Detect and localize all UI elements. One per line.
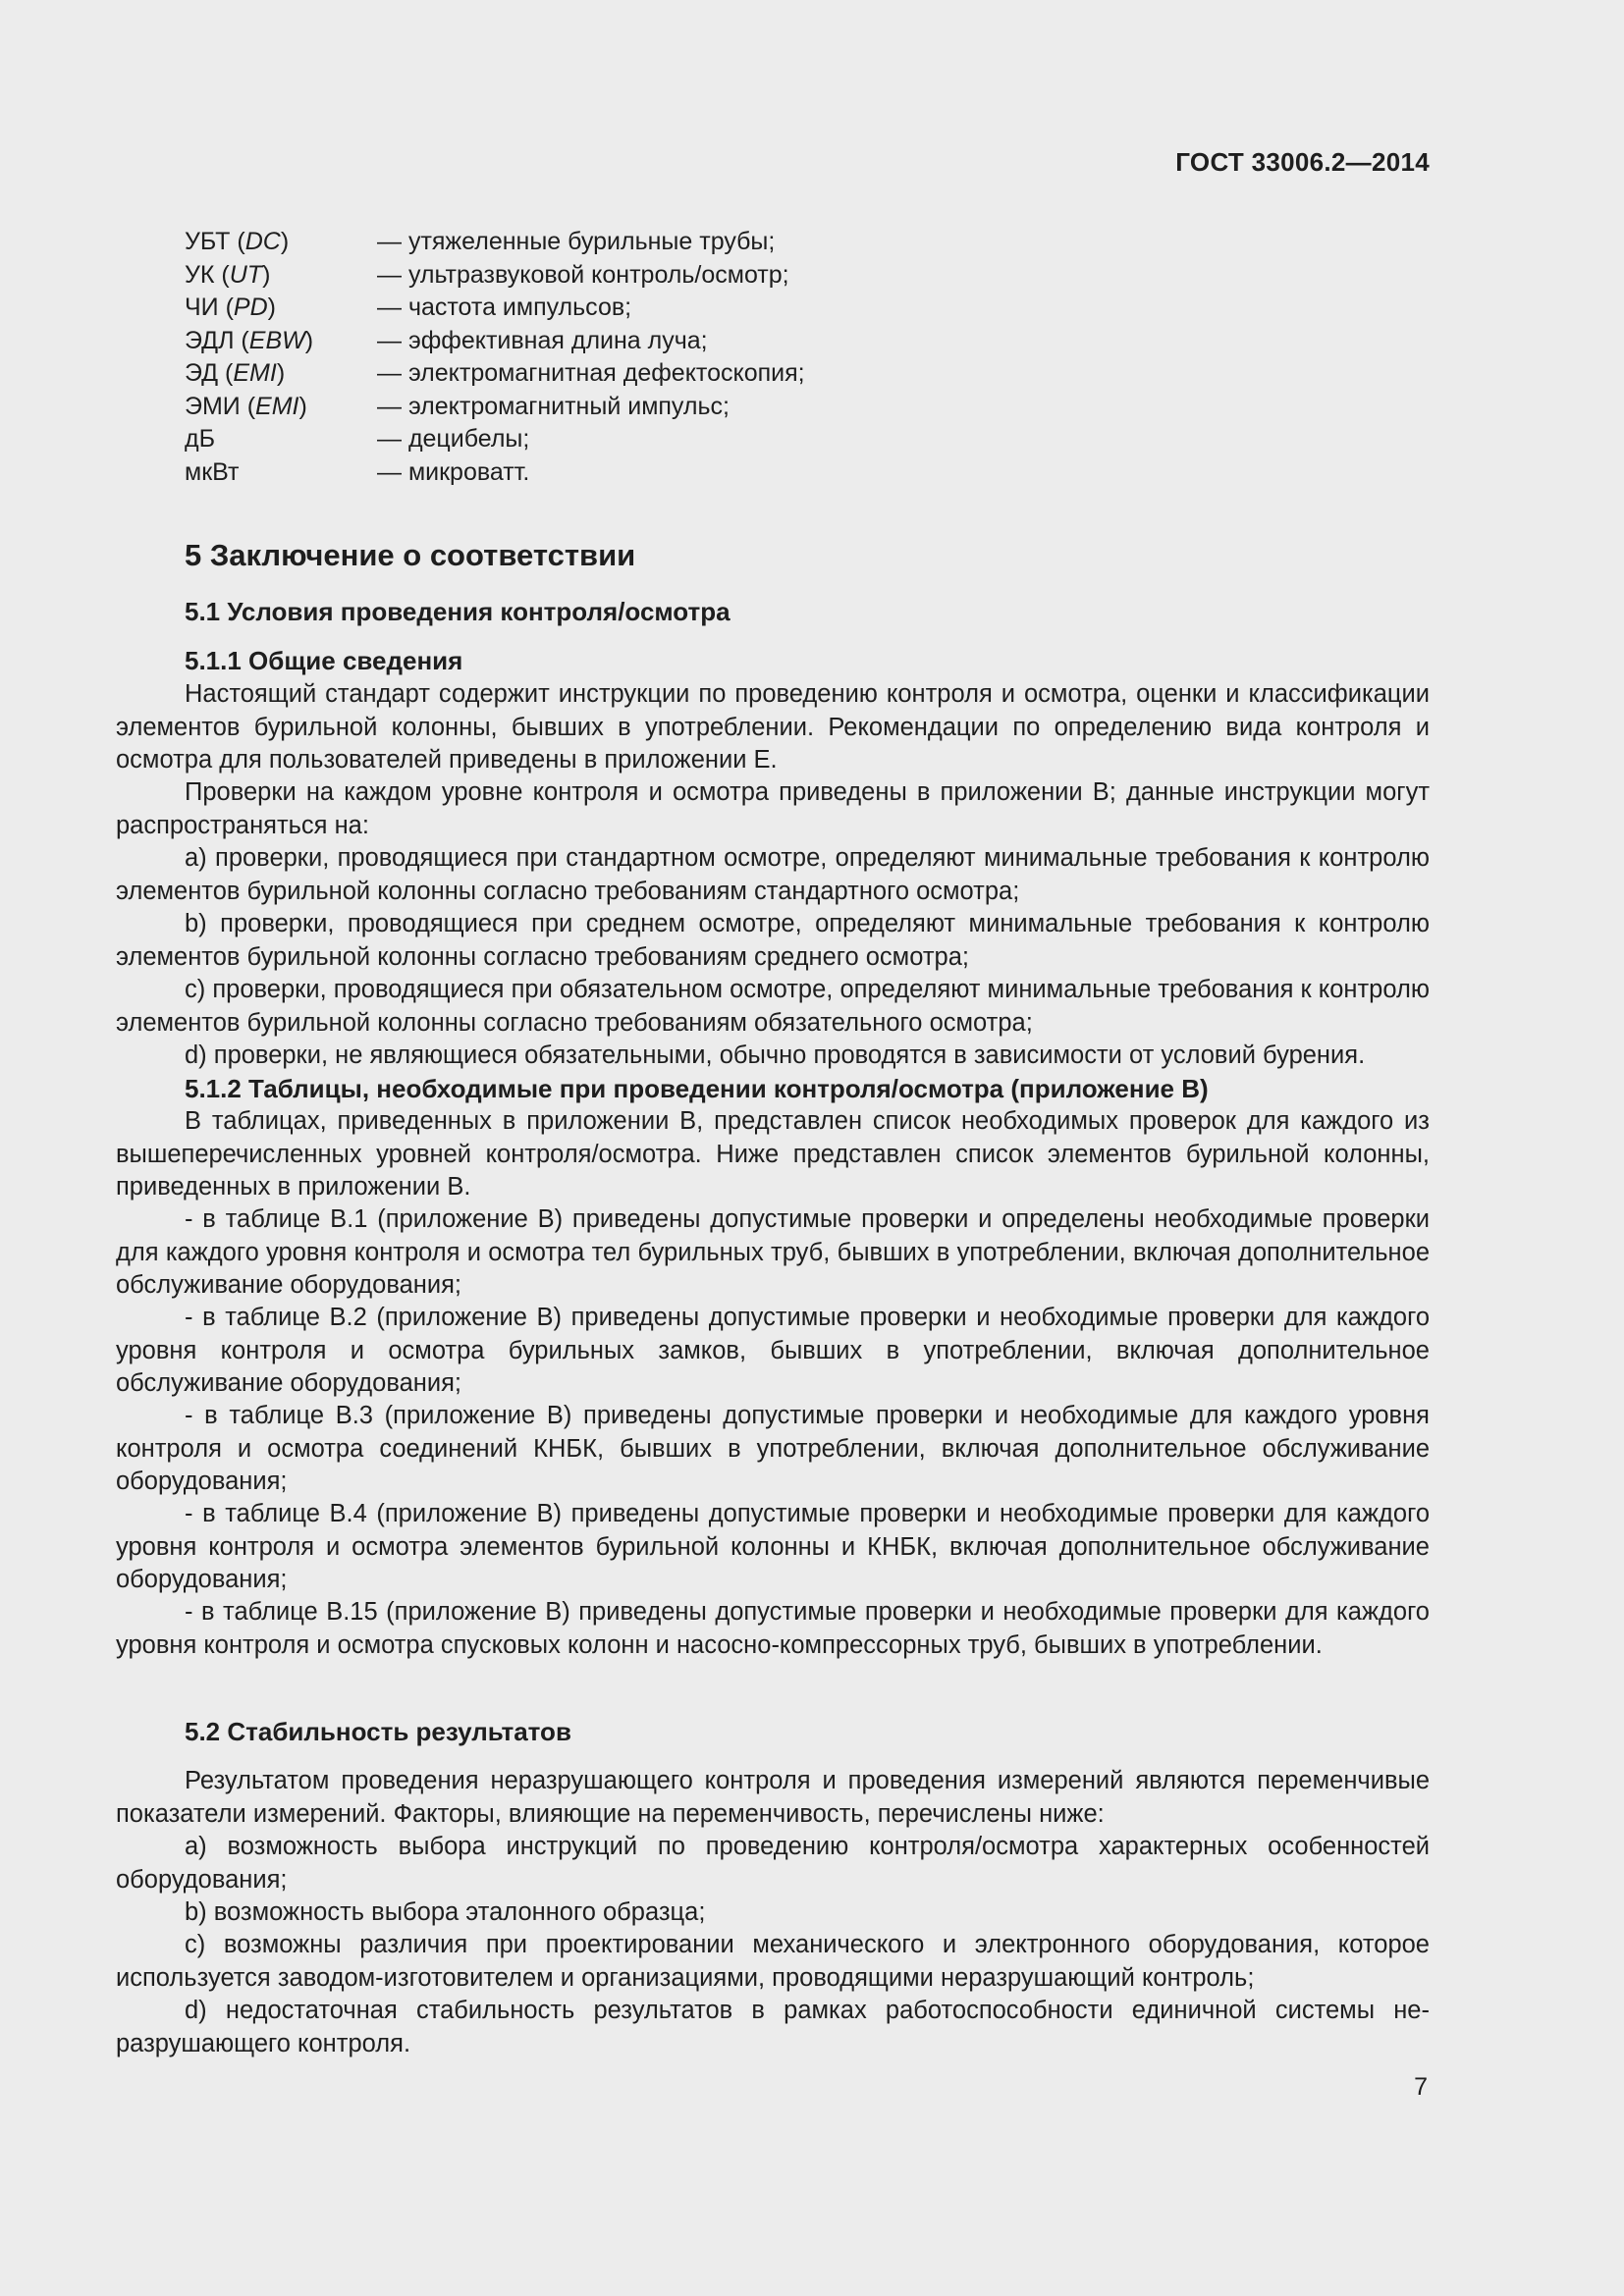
abbreviation-term: мкВт [185, 457, 240, 486]
list-item: b) возможность выбора эталонного образца; [185, 1898, 706, 1926]
abbreviation-row: ЧИ (PD) — частота импульсов; [185, 292, 970, 325]
list-item: d) проверки, не являющиеся обязательными, обычно проводятся в зависимости от условий бурения. [185, 1041, 1366, 1069]
abbreviation-definition: — ультразвуковой контроль/осмотр; [377, 260, 789, 289]
abbreviation-row: УК (UT) — ультразвуковой контроль/осмотр; [185, 259, 970, 293]
abbreviation-term: УБТ [185, 228, 231, 255]
abbreviation-term: ЭМИ [185, 392, 241, 420]
list-item: d) недостаточная стабильность результатов в рамках работоспособности единичной системы неразрушающего контроля. [116, 1997, 1430, 2057]
abbreviation-row: ЭД (EMI) — электромагнитная дефектоскопия; [185, 357, 970, 391]
section-5-1-2-heading: 5.1.2 Таблицы, необходимые при проведении контроля/осмотра (приложение В) [185, 1074, 1209, 1103]
page-number: 7 [1414, 2073, 1428, 2101]
list-item: - в таблице В.4 (приложение В) приведены допустимые проверки и необходимые проверки для каждого уровня контроля и осмотра элементов бурильной колонны и КНБК, включая дополнительное обслуживание оборудования; [116, 1500, 1430, 1593]
document-header: ГОСТ 33006.2—2014 [1175, 147, 1430, 177]
abbreviation-term: УК [185, 260, 215, 289]
paragraph: Настоящий стандарт содержит инструкции по проведению контроля и осмотра, оценки и классификации элементов бурильной колонны, бывших в употреблении. Рекомендации по определению вида контроля и осмотра для пользователей приведены в приложении Е. [116, 680, 1430, 774]
abbreviation-latin: EMI [233, 359, 277, 387]
paragraph: Результатом проведения неразрушающего контроля и проведения измерений являются переменчивые показатели измерений. Факторы, влияющие на переменчивость, перечислены ниже: [116, 1767, 1430, 1828]
paragraph: Проверки на каждом уровне контроля и осмотра приведены в приложении В; данные инструкции могут распространяться на: [116, 778, 1430, 839]
abbreviations-list [185, 226, 970, 489]
section-5-heading: 5 Заключение о соответствии [185, 538, 636, 572]
abbreviation-latin: EMI [255, 392, 299, 420]
abbreviation-term: ЭДЛ [185, 326, 235, 354]
abbreviation-row [185, 456, 970, 490]
abbreviation-row [185, 423, 970, 456]
abbreviation-term: дБ [185, 425, 215, 453]
list-item: c) возможны различия при проектировании механического и электронного оборудования, которое используется заводом-изготовителем и организациями, проводящими неразрушающий контроль; [116, 1931, 1430, 1992]
list-item: - в таблице В.1 (приложение В) приведены допустимые проверки и определены необходимые проверки для каждого уровня контроля и осмотра тел бурильных труб, бывших в употреблении, включая дополнительное обслуживание оборудования; [116, 1205, 1430, 1299]
section-5-1-1-heading: 5.1.1 Общие сведения [185, 646, 463, 675]
abbreviation-row: ЭДЛ (EBW) — эффективная длина луча; [185, 325, 970, 358]
abbreviation-term: ЧИ [185, 294, 219, 321]
abbreviation-term: ЭД [185, 359, 219, 387]
abbreviation-definition: — утяжеленные бурильные трубы; [377, 228, 776, 255]
abbreviation-definition: — эффективная длина луча; [377, 326, 708, 354]
abbreviation-definition: — электромагнитный импульс; [377, 392, 730, 420]
list-item: - в таблице В.15 (приложение В) приведены допустимые проверки и необходимые проверки для каждого уровня контроля и осмотра спусковых колонн и насосно-компрессорных труб, бывших в употреблении. [116, 1598, 1430, 1659]
abbreviation-definition: — электромагнитная дефектоскопия; [377, 359, 805, 387]
abbreviation-row: ЭМИ (EMI) — электромагнитный импульс; [185, 391, 970, 424]
list-item: a) проверки, проводящиеся при стандартном осмотре, определяют минимальные требования к контролю элементов бурильной колонны согласно требованиям стандартного осмотра; [116, 844, 1430, 905]
list-item: - в таблице В.2 (приложение В) приведены допустимые проверки и необходимые проверки для каждого уровня контроля и осмотра бурильных замков, бывших в употреблении, включая дополнительное обслуживание оборудования; [116, 1304, 1430, 1397]
abbreviation-definition: — частота импульсов; [377, 294, 632, 321]
abbreviation-latin: EBW [248, 326, 305, 354]
abbreviation-latin: PD [233, 294, 268, 321]
list-item: - в таблице В.3 (приложение В) приведены допустимые проверки и необходимые для каждого уровня контроля и осмотра соединений КНБК, бывших в употреблении, включая дополнительное обслуживание оборудования; [116, 1402, 1430, 1495]
abbreviation-latin: DC [244, 228, 281, 255]
list-item: c) проверки, проводящиеся при обязательном осмотре, определяют минимальные требования к контролю элементов бурильной колонны согласно требованиям обязательного осмотра; [116, 976, 1430, 1037]
paragraph: В таблицах, приведенных в приложении В, представлен список необходимых проверок для каждого из вышеперечисленных уровней контроля/осмотра. Ниже представлен список элементов бурильной колонны, приведенных в приложении В. [116, 1107, 1430, 1201]
abbreviation-row: УБТ (DC) — утяжеленные бурильные трубы; [185, 226, 970, 259]
abbreviation-latin: UT [229, 260, 263, 289]
list-item: a) возможность выбора инструкций по проведению контроля/осмотра характерных особенностей оборудования; [116, 1833, 1430, 1894]
list-item: b) проверки, проводящиеся при среднем осмотре, определяют минимальные требования к контролю элементов бурильной колонны согласно требованиям среднего осмотра; [116, 910, 1430, 971]
abbreviation-definition: — децибелы; [377, 425, 530, 453]
abbreviation-definition: — микроватт. [377, 457, 530, 486]
section-5-2-heading: 5.2 Стабильность результатов [185, 1717, 571, 1746]
section-5-1-heading: 5.1 Условия проведения контроля/осмотра [185, 597, 731, 626]
